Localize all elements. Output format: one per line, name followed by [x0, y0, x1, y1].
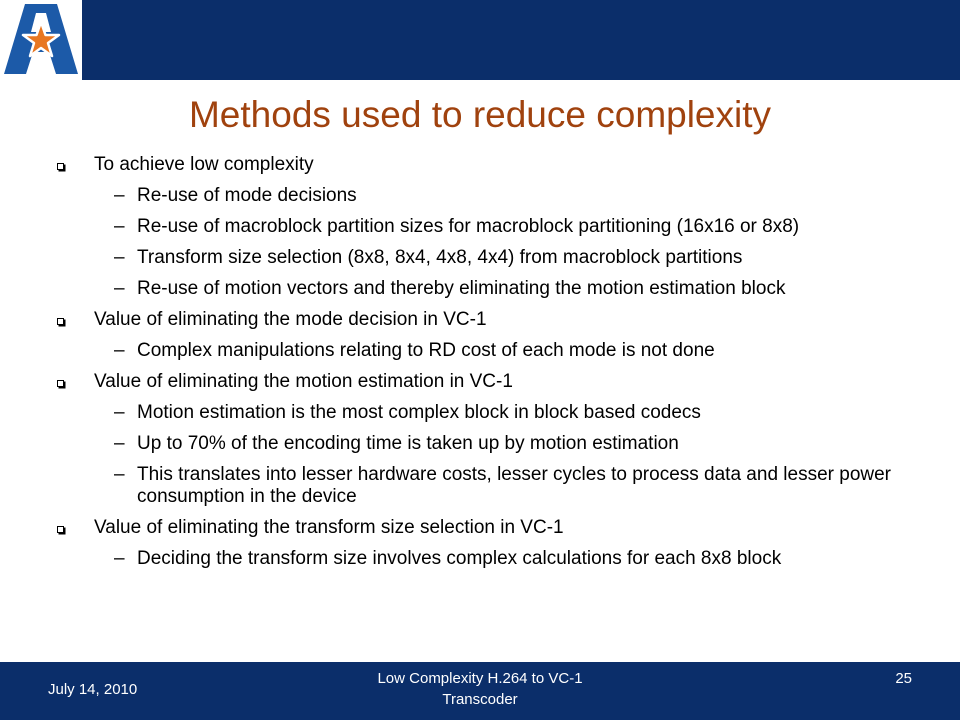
- sub-bullet-item: [48, 278, 908, 300]
- sub-bullet-item: [48, 402, 908, 424]
- sub-bullet-item: [48, 548, 908, 570]
- footer-band: [0, 662, 960, 720]
- page-number: 25: [895, 670, 912, 687]
- square-bullet-icon: [57, 163, 64, 170]
- footer-date: July 14, 2010: [48, 681, 138, 698]
- sub-bullet-item: [48, 247, 908, 269]
- sub-bullet-item: [48, 340, 908, 362]
- bullet-text: Value of eliminating the mode decision in VC-1: [94, 309, 487, 330]
- sub-bullet-text: Up to 70% of the encoding time is taken up by motion estimation: [137, 433, 679, 454]
- dash-marker: –: [114, 278, 125, 299]
- slide-content: [48, 152, 908, 579]
- sub-bullet-item: [48, 464, 908, 508]
- dash-marker: –: [114, 340, 125, 361]
- dash-marker: –: [114, 464, 125, 485]
- sub-bullet-text: Complex manipulations relating to RD cost of each mode is not done: [137, 340, 715, 361]
- bullet-item: [48, 154, 908, 176]
- bullet-text: To achieve low complexity: [94, 154, 314, 175]
- dash-marker: –: [114, 548, 125, 569]
- square-bullet-icon: [57, 380, 64, 387]
- square-bullet-icon: [57, 526, 64, 533]
- dash-marker: –: [114, 402, 125, 423]
- bullet-item: [48, 371, 908, 393]
- bullet-item: [48, 309, 908, 331]
- dash-marker: –: [114, 247, 125, 268]
- slide-title: Methods used to reduce complexity: [188, 94, 772, 135]
- dash-marker: –: [114, 433, 125, 454]
- bullet-text: Value of eliminating the motion estimation in VC-1: [94, 371, 513, 392]
- dash-marker: –: [114, 216, 125, 237]
- footer-title: Low Complexity H.264 to VC-1 Transcoder: [377, 670, 583, 708]
- bullet-text: Value of eliminating the transform size selection in VC-1: [94, 517, 564, 538]
- sub-bullet-text: Transform size selection (8x8, 8x4, 4x8, 4x4) from macroblock partitions: [137, 247, 743, 268]
- sub-bullet-text: Motion estimation is the most complex block in block based codecs: [137, 402, 701, 423]
- sub-bullet-text: Deciding the transform size involves complex calculations for each 8x8 block: [137, 548, 782, 569]
- sub-bullet-text: This translates into lesser hardware costs, lesser cycles to process data and lesser power consumption in the device: [137, 464, 891, 507]
- header-band: [0, 0, 960, 80]
- university-logo-icon: [0, 0, 82, 80]
- sub-bullet-item: [48, 433, 908, 455]
- sub-bullet-text: Re-use of macroblock partition sizes for macroblock partitioning (16x16 or 8x8): [137, 216, 800, 237]
- square-bullet-icon: [57, 318, 64, 325]
- dash-marker: –: [114, 185, 125, 206]
- sub-bullet-text: Re-use of mode decisions: [137, 185, 357, 206]
- sub-bullet-item: [48, 185, 908, 207]
- bullet-item: [48, 517, 908, 539]
- logo: [0, 0, 82, 80]
- sub-bullet-item: [48, 216, 908, 238]
- sub-bullet-text: Re-use of motion vectors and thereby eliminating the motion estimation block: [137, 278, 786, 299]
